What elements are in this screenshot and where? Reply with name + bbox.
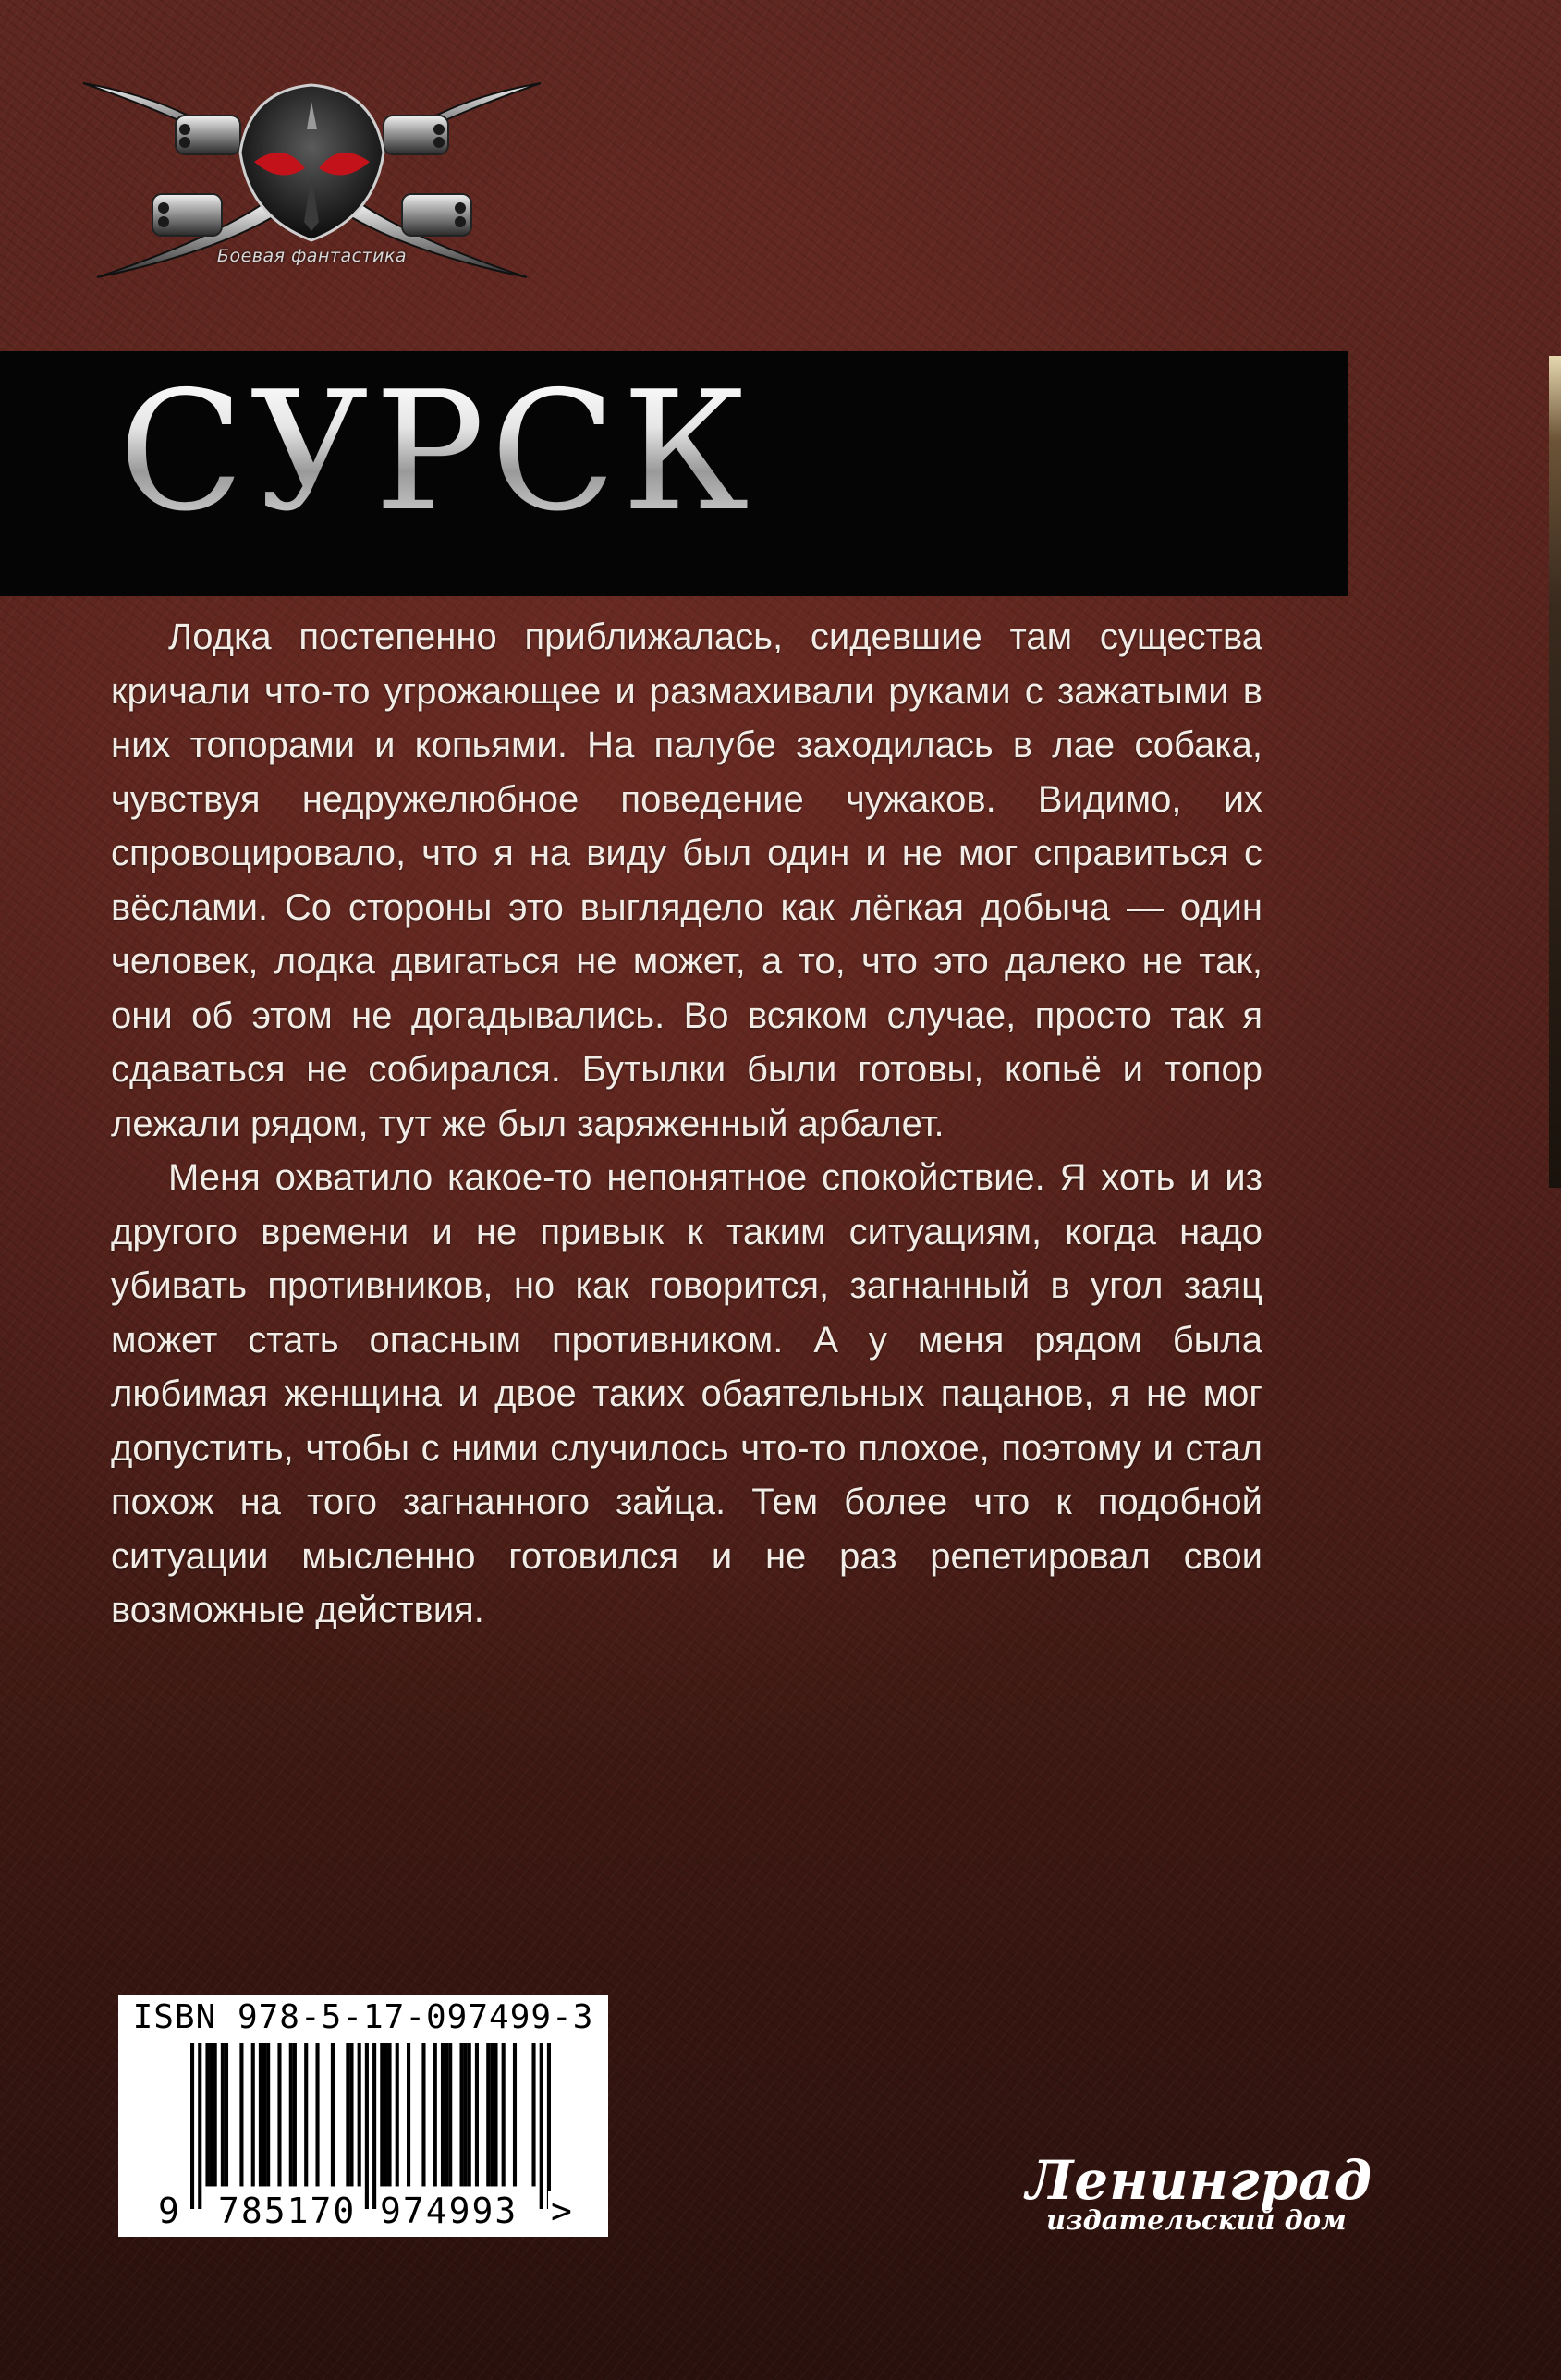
blurb-paragraph: Лодка постепенно приближалась, сидевшие там существа кричали что-то угрожающее и размахивали руками с зажатыми в них топорами и копьями. На палубе заходилась в лае собака, чувствуя недружелюбное поведение чужаков. Видимо, их спровоцировало, что я на виду был один и не мог справиться с вёслами. Со стороны это выглядело как лёгкая добыча — один человек, лодка двигаться не может, а то, что это далеко не так, они об этом не догадывались. Во всяком случае, просто так я сдаваться не собирался. Бутылки были готовы, копьё и топор лежали рядом, тут же был заряженный арбалет. xyxy=(111,616,1262,1144)
barcode-bar xyxy=(349,2043,353,2186)
barcode-bar xyxy=(372,2043,376,2209)
barcode-bar xyxy=(502,2043,506,2186)
barcode-bar xyxy=(433,2043,437,2186)
barcode-first-digit: 9 xyxy=(155,2191,182,2231)
barcode-bar xyxy=(468,2043,471,2186)
barcode-bars xyxy=(190,2043,551,2209)
barcode-bar xyxy=(221,2043,225,2186)
barcode-bar xyxy=(384,2043,387,2186)
title-band xyxy=(0,351,1348,596)
barcode-bar xyxy=(225,2043,228,2186)
barcode-quiet-zone-arrow: > xyxy=(548,2191,575,2231)
publisher-name: Ленинград xyxy=(1026,2149,1373,2212)
barcode-bar xyxy=(293,2043,297,2186)
barcode-bar xyxy=(421,2043,425,2186)
barcode-bar xyxy=(445,2043,448,2186)
barcode-bar xyxy=(547,2043,551,2209)
book-title: СУРСК xyxy=(118,356,755,547)
barcode-bar xyxy=(266,2043,270,2186)
publisher-logo xyxy=(1026,2149,1396,2246)
series-name: Боевая фантастика xyxy=(216,246,408,266)
publisher-subtitle: издательский дом xyxy=(1046,2204,1347,2236)
barcode-bar xyxy=(513,2043,517,2186)
barcode-bar xyxy=(346,2043,349,2186)
barcode-bar xyxy=(540,2043,543,2209)
barcode-bar xyxy=(213,2043,217,2186)
barcode-bar xyxy=(441,2043,445,2186)
barcode-bar xyxy=(475,2043,479,2186)
barcode-bar xyxy=(358,2043,361,2186)
barcode-bar xyxy=(251,2043,255,2186)
isbn-barcode xyxy=(118,1995,608,2237)
blurb-text xyxy=(111,610,1262,1638)
barcode-bar xyxy=(205,2043,209,2186)
barcode-right-group: 974993 xyxy=(377,2191,520,2231)
barcode-bar xyxy=(448,2043,452,2186)
barcode-bar xyxy=(407,2043,410,2186)
barcode-bar xyxy=(262,2043,266,2186)
isbn-number: ISBN 978-5-17-097499-3 xyxy=(132,1998,594,2036)
front-cover-edge xyxy=(1549,356,1561,1188)
barcode-bar xyxy=(289,2043,293,2186)
blurb-paragraph: Меня охватило какое-то непонятное спокойствие. Я хоть и из другого времени и не привык к таким ситуациям, когда надо убивать противников, но как говорится, загнанный в угол заяц может стать опасным противником. А у меня рядом была любимая женщина и двое таких обаятельных пацанов, я не мог допустить, чтобы с ними случилось что-то плохое, поэтому и стал похож на того загнанного зайца. Тем более что к подобной ситуации мысленно готовился и не раз репетировал свои возможные действия. xyxy=(111,1157,1262,1630)
barcode-bar xyxy=(531,2043,535,2186)
barcode-bar xyxy=(198,2043,201,2209)
barcode-bar xyxy=(277,2043,281,2186)
barcode-bar xyxy=(239,2043,243,2186)
barcode-left-group: 785170 xyxy=(215,2191,359,2231)
barcode-bar xyxy=(387,2043,391,2186)
barcode-bar xyxy=(259,2043,262,2186)
barcode-bar xyxy=(315,2043,319,2186)
barcode-bar xyxy=(380,2043,384,2186)
barcode-bar xyxy=(304,2043,308,2186)
series-logo xyxy=(79,65,545,282)
barcode-bar xyxy=(190,2043,194,2209)
barcode-bar xyxy=(459,2043,463,2186)
barcode-bar xyxy=(331,2043,335,2186)
barcode-bar xyxy=(486,2043,490,2186)
barcode-bar xyxy=(396,2043,399,2186)
barcode-bar xyxy=(464,2043,468,2186)
barcode-bar xyxy=(210,2043,213,2186)
barcode-bar xyxy=(490,2043,494,2186)
barcode-bar xyxy=(365,2043,369,2209)
barcode-bar xyxy=(494,2043,497,2186)
barcode-digits xyxy=(118,2191,608,2235)
